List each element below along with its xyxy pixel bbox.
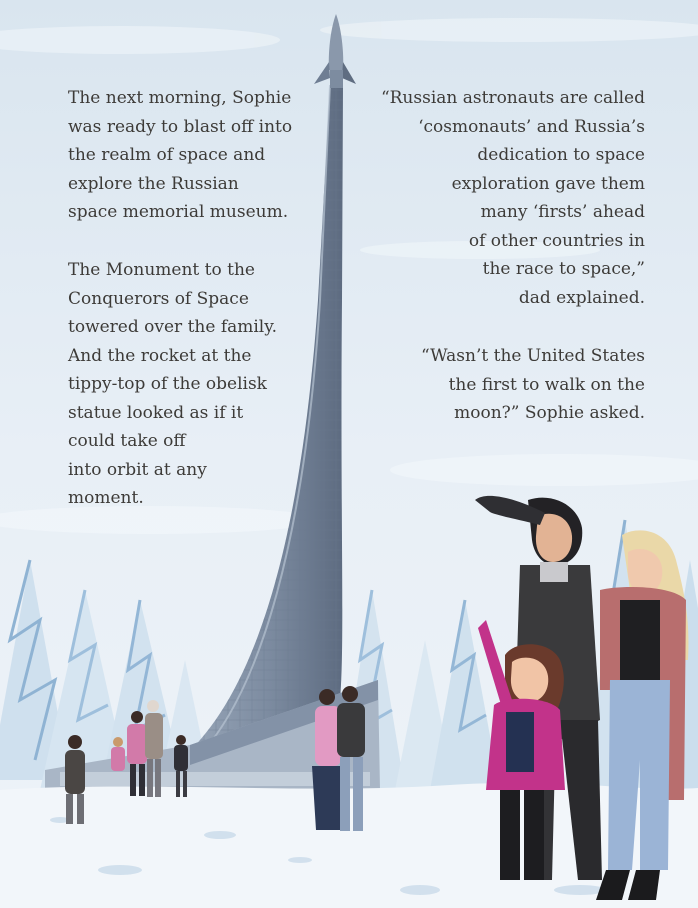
story-paragraph-monument: The Monument to the Conquerors of Space towered over the family. And the rocket at the tippy-top of the obelisk statue looked as if it could take off into orbit at any moment. — [68, 260, 277, 508]
couple-figures — [312, 686, 365, 831]
story-paragraph-cosmonauts: “Russian astronauts are called ‘cosmonauts’ and Russia’s dedication to space exploration gave them many ‘firsts’ ahead of other countries in the race to space,” dad explained. — [380, 88, 645, 308]
story-paragraph-morning: The next morning, Sophie was ready to blast off into the realm of space and explore the Russian space memorial museum. — [68, 88, 293, 222]
story-paragraph-question: “Wasn’t the United States the first to walk on the moon?” Sophie asked. — [421, 346, 645, 423]
